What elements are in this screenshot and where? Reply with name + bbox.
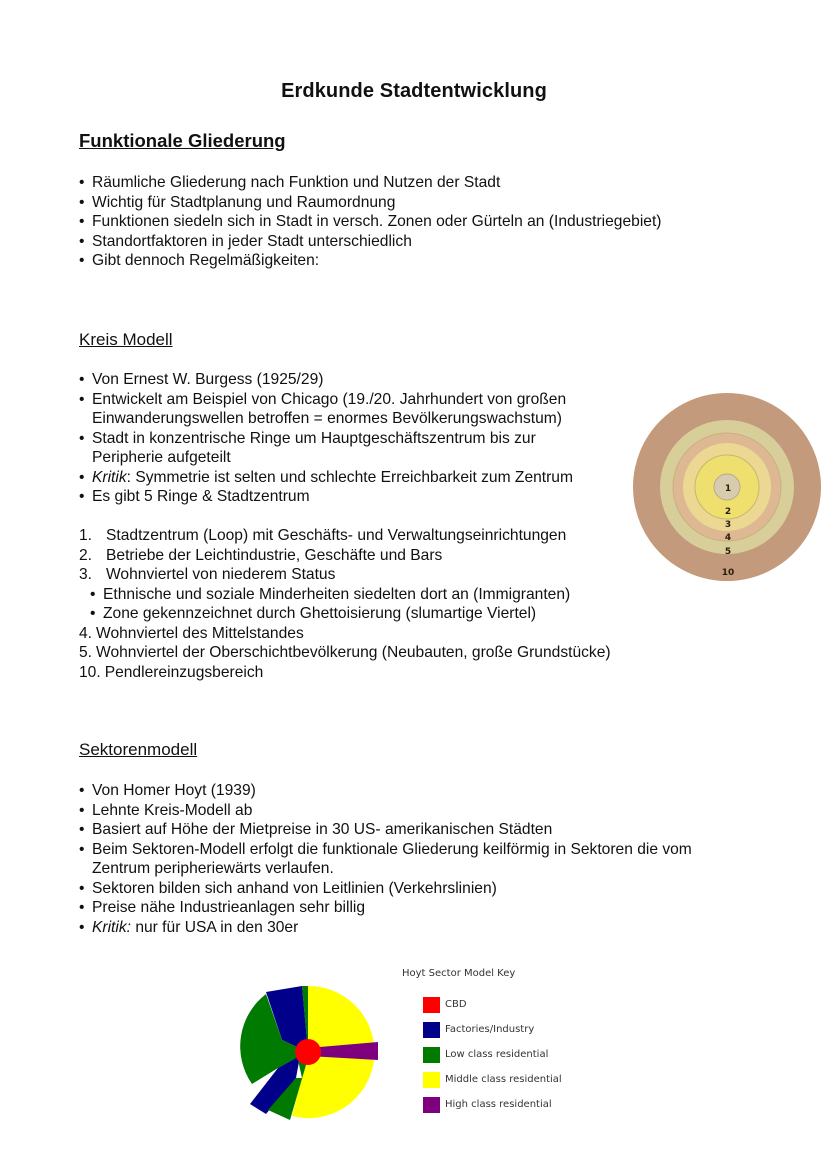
bullet-icon: • (90, 605, 96, 622)
legend-item-factories: Factories/Industry (423, 1017, 602, 1042)
bullet-icon: • (79, 232, 85, 250)
zone-item: 2. Betriebe der Leichtindustrie, Geschäfte und Bars (79, 546, 443, 564)
legend-item-cbd: CBD (423, 992, 602, 1017)
bullet-icon: • (79, 782, 85, 799)
list-item: • Entwickelt am Beispiel von Chicago (19./20. Jahrhundert von großen Einwanderungswellen betroffen = enormes Bevölkerungswachstum) (79, 390, 567, 427)
bullet-icon: • (79, 821, 85, 838)
bullet-icon: • (79, 879, 85, 897)
bullet-icon: • (79, 801, 85, 819)
ring-label-4: 4 (724, 533, 732, 543)
zone-item: 10. Pendlereinzugsbereich (79, 663, 264, 681)
legend-swatch (423, 997, 440, 1013)
sector-middle-class-top (308, 986, 374, 1052)
bullet-icon: • (79, 918, 85, 936)
legend-swatch (423, 1097, 440, 1113)
list-item: • Von Ernest W. Burgess (1925/29) (79, 371, 324, 388)
hoyt-legend (402, 968, 602, 1117)
list-item: • Beim Sektoren-Modell erfolgt die funktionale Gliederung keilförmig in Sektoren die vom Zentrum peripheriewärts verlaufen. (79, 840, 692, 877)
legend-swatch (423, 1072, 440, 1088)
legend-swatch (423, 1022, 440, 1038)
document-title: Erdkunde Stadtentwicklung (281, 80, 547, 102)
ring-label-3: 3 (724, 520, 732, 530)
bullet-icon: • (79, 390, 85, 408)
bullet-icon: • (90, 585, 96, 603)
list-item: • Sektoren bilden sich anhand von Leitlinien (Verkehrslinien) (79, 879, 497, 897)
list-item: • Räumliche Gliederung nach Funktion und Nutzen der Stadt (79, 174, 501, 191)
section-heading-sektorenmodell: Sektorenmodell (79, 740, 198, 759)
bullet-icon: • (79, 899, 85, 916)
hoyt-sector-diagram (238, 982, 382, 1122)
legend-title: Hoyt Sector Model Key (402, 968, 516, 979)
bullet-icon: • (79, 213, 85, 230)
legend-item-high-class: High class residential (423, 1092, 602, 1117)
bullet-icon: • (79, 488, 85, 505)
list-item: • Standortfaktoren in jeder Stadt unterschiedlich (79, 232, 412, 250)
bullet-icon: • (79, 252, 85, 269)
kritik-label: Kritik: (92, 918, 131, 936)
bullet-icon: • (79, 840, 85, 858)
bullet-icon: • (79, 193, 85, 211)
legend-item-low-class: Low class residential (423, 1042, 602, 1067)
funktionale-gliederung-list (79, 173, 662, 271)
list-item: • Gibt dennoch Regelmäßigkeiten: (79, 252, 320, 269)
bullet-icon: • (79, 429, 85, 447)
list-item: • Wichtig für Stadtplanung und Raumordnung (79, 193, 396, 211)
zone-subitem: • Zone gekennzeichnet durch Ghettoisierung (slumartige Viertel) (90, 605, 537, 622)
list-item: • Preise nähe Industrieanlagen sehr billig (79, 899, 366, 916)
kritik-label: Kritik (92, 468, 127, 486)
ring-label-5: 5 (724, 547, 732, 557)
list-item: • Kritik: nur für USA in den 30er (79, 918, 299, 936)
list-item: • Es gibt 5 Ringe & Stadtzentrum (79, 488, 310, 505)
zone-item: 5. Wohnviertel der Oberschichtbevölkerung (Neubauten, große Grundstücke) (79, 644, 611, 661)
zone-item: 1. Stadtzentrum (Loop) mit Geschäfts- und Verwaltungseinrichtungen (79, 527, 567, 544)
legend-item-middle-class: Middle class residential (423, 1067, 602, 1092)
list-item: • Stadt in konzentrische Ringe um Hauptgeschäftszentrum bis zur Peripherie aufgeteilt (79, 429, 536, 466)
ring-label-10: 10 (721, 568, 735, 578)
ring-label-1: 1 (724, 484, 732, 494)
zone-item: 4. Wohnviertel des Mittelstandes (79, 624, 304, 642)
list-item: • Funktionen siedeln sich in Stadt in versch. Zonen oder Gürteln an (Industriegebiet) (79, 213, 662, 230)
section-heading-funktionale-gliederung: Funktionale Gliederung (79, 130, 286, 151)
ring-label-2: 2 (724, 507, 732, 517)
sector-cbd (295, 1039, 321, 1065)
bullet-icon: • (79, 468, 85, 486)
list-item: • Von Homer Hoyt (1939) (79, 782, 256, 799)
zone-subitem: • Ethnische und soziale Minderheiten siedelten dort an (Immigranten) (90, 585, 571, 603)
zone-list (79, 526, 611, 682)
legend-swatch (423, 1047, 440, 1063)
sektorenmodell-list (79, 781, 692, 937)
section-heading-kreis-modell: Kreis Modell (79, 330, 173, 349)
bullet-icon: • (79, 174, 85, 191)
zone-item: 3. Wohnviertel von niederem Status (79, 566, 336, 583)
concentric-zone-diagram (632, 392, 822, 582)
kreis-modell-list (79, 370, 573, 507)
list-item: • Kritik: Symmetrie ist selten und schlechte Erreichbarkeit zum Zentrum (79, 468, 573, 486)
bullet-icon: • (79, 371, 85, 388)
list-item: • Lehnte Kreis-Modell ab (79, 801, 253, 819)
list-item: • Basiert auf Höhe der Mietpreise in 30 US- amerikanischen Städten (79, 821, 553, 838)
